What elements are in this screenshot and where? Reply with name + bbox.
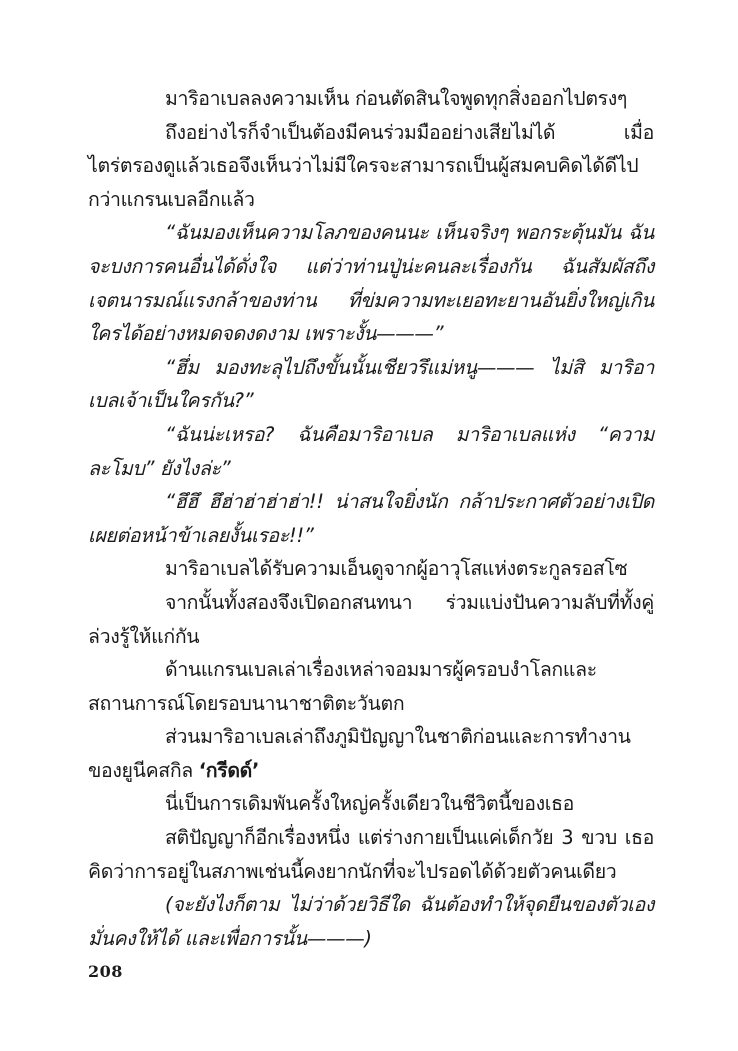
body-text <box>88 82 654 955</box>
paragraph: สติปัญญาก็อีกเรื่องหนึ่ง แต่ร่างกายเป็นแค่เด็กวัย 3 ขวบ เธอคิดว่าการอยู่ในสภาพเช่นนี้คงยากนักที่จะไปรอดได้ด้วยตัวคนเดียว <box>88 826 654 883</box>
paragraph-text: ส่วนมาริอาเบลเล่าถึงภูมิปัญญาในชาติก่อนและการทำงานของยูนีคสกิล <box>88 725 631 782</box>
dialogue-paragraph: “ฉันน่ะเหรอ? ฉันคือมาริอาเบล มาริอาเบลแห่ง “ความละโมบ” ยังไงล่ะ” <box>88 422 654 480</box>
thought-paragraph: (จะยังไงก็ตาม ไม่ว่าด้วยวิธีใด ฉันต้องทำให้จุดยืนของตัวเองมั่นคงให้ได้ และเพื่อการนั้น———) <box>88 893 654 950</box>
paragraph: ด้านแกรนเบลเล่าเรื่องเหล่าจอมมารผู้ครอบงำโลกและสถานการณ์โดยรอบนานาชาติตะวันตก <box>88 658 597 715</box>
page-number: 208 <box>88 962 123 981</box>
dialogue-paragraph: “ฮึ่ม มองทะลุไปถึงขั้นนั้นเชียวรึแม่หนู——— ไม่สิ มาริอาเบลเจ้าเป็นใครกัน?” <box>88 355 654 413</box>
paragraph: ถึงอย่างไรก็จำเป็นต้องมีคนร่วมมืออย่างเสียไม่ได้ เมื่อไตร่ตรองดูแล้วเธอจึงเห็นว่าไม่มีใครจะสามารถเป็นผู้สมคบคิดได้ดีไปกว่าแกรนเบลอีกแล้ว <box>88 120 654 211</box>
paragraph: มาริอาเบลได้รับความเอ็นดูจากผู้อาวุโสแห่งตระกูลรอสโซ <box>165 557 628 581</box>
dialogue-paragraph: “ฮึฮึ ฮึฮ่าฮ่าฮ่าฮ่า!! น่าสนใจยิ่งนัก กล้าประกาศตัวอย่างเปิดเผยต่อหน้าข้าเลยงั้นเรอะ!!” <box>88 490 654 547</box>
paragraph <box>88 720 654 787</box>
paragraph: มาริอาเบลลงความเห็น ก่อนตัดสินใจพูดทุกสิ่งออกไปตรงๆ <box>165 87 628 110</box>
skill-name: ‘กรีดด์’ <box>198 758 260 782</box>
paragraph: นี่เป็นการเดิมพันครั้งใหญ่ครั้งเดียวในชีวิตนี้ของเธอ <box>165 792 574 816</box>
dialogue-paragraph: “ฉันมองเห็นความโลภของคนนะ เห็นจริงๆ พอกระตุ้นมัน ฉันจะบงการคนอื่นได้ดั่งใจ แต่ว่าท่านปู่น่ะคนละเรื่องกัน ฉันสัมผัสถึงเจตนารมณ์แรงกล้าของท่าน ที่ข่มความทะเยอทะยานอันยิ่งใหญ่เกินใครได้อย่างหมดจดงดงาม เพราะงั้น———” <box>88 221 654 346</box>
paragraph: จากนั้นทั้งสองจึงเปิดอกสนทนา ร่วมแบ่งปันความลับที่ทั้งคู่ล่วงรู้ให้แก่กัน <box>88 590 654 648</box>
